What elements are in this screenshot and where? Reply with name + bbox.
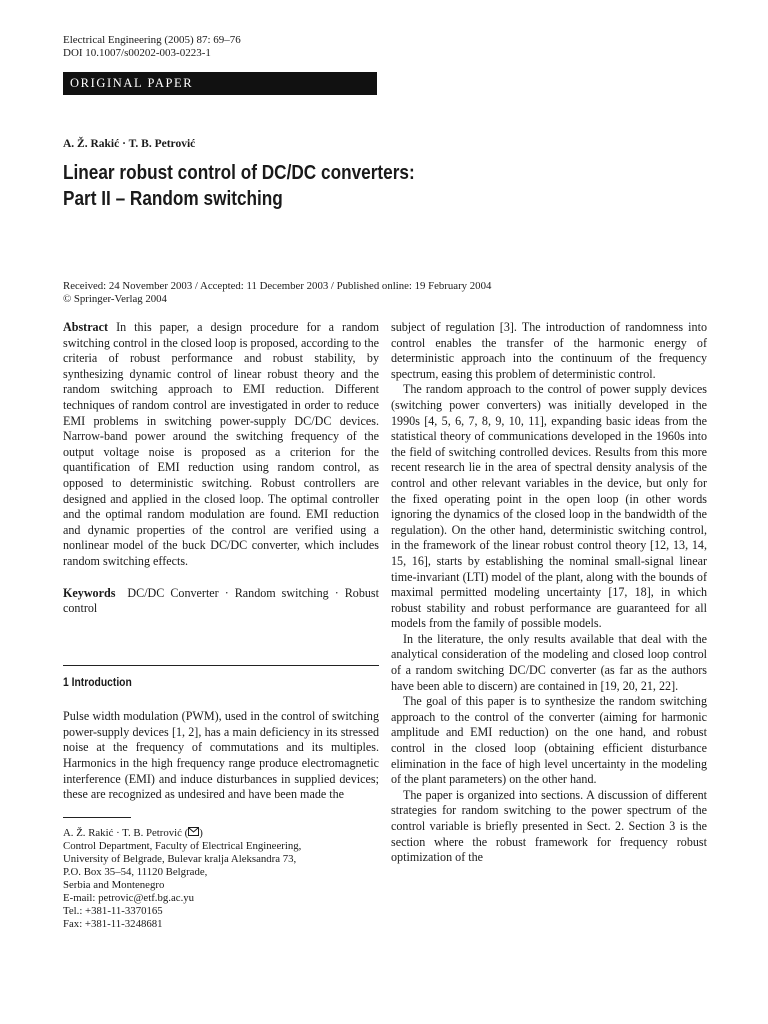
footnote-pobox: P.O. Box 35–54, 11120 Belgrade, — [63, 866, 208, 878]
abstract-label: Abstract — [63, 320, 109, 334]
abstract-text: In this paper, a design procedure for a random switching control in the closed loop is proposed, according to the criteria of robust performance and robust stability, by synthesizing dynamic control of linear robust theory and the random switching approach to EMI reduction. Different techniques of random control are investigated in order to reduce EMI problems in switching power-supply DC/DC devices. Narrow-band power around the switching frequency of the output voltage noise is proposed as a criterion for the quantification of EMI reduction using random control, as opposed to deterministic switching. Robust controllers are designed and applied in the closed loop. The optimal controller and the optimal random modulation are found. EMI reduction and dynamic properties of the control are verified using a nonlinear model of the buck DC/DC converter, which includes random switching effects. — [63, 320, 379, 568]
dates-line: Received: 24 November 2003 / Accepted: 11 December 2003 / Published online: 19 February 2004 — [63, 280, 492, 292]
keywords-label: Keywords — [63, 585, 116, 600]
footnote-authors: A. Ž. Rakić · T. B. Petrović ( ) — [63, 827, 203, 839]
paragraph-3: In the literature, the only results available that deal with the analytical consideration of the modeling and closed loop control of a random switching DC/DC converter (as far as the authors have been able to discern) are contained in [19, 20, 21, 22]. — [391, 631, 707, 693]
publication-dates — [63, 280, 491, 306]
footnote-email: E-mail: petrovic@etf.bg.ac.yu — [63, 892, 195, 904]
doi: DOI 10.1007/s00202-003-0223-1 — [63, 47, 211, 59]
paragraph-2: The random approach to the control of power supply devices (switching power converters) was initially developed in the 1990s [4, 5, 6, 7, 8, 9, 10, 11], expanding basic ideas from the statistical theory of communications developed in the 1960s into the field of switching controlled devices. Results from this more recent research lie in the area of spectral density analysis of the control and other relevant variables in the device, but only for the fixed operating point in the open loop (in other words ignoring the dynamics of the closed loop in the bandwidth of the regulation). On the other hand, deterministic switching control, in the framework of the linear robust control theory [12, 13, 14, 15, 16], starts by establishing the nominal small-signal linear time-invariant (LTI) model of the plant, along with the bounds of maximal permitted modeling uncertainty [17, 18], in which robust stability and robust performance are guaranteed for all models from the family of possible models. — [391, 382, 707, 631]
keywords — [63, 586, 379, 617]
copyright-line: © Springer-Verlag 2004 — [63, 293, 167, 305]
authors: A. Ž. Rakić · T. B. Petrović — [63, 138, 196, 150]
journal-info — [63, 34, 241, 60]
paper-title — [63, 160, 613, 212]
paragraph-4: The goal of this paper is to synthesize the random switching approach to the control of the converter (aiming for harmonic amplitude and EMI reduction) on the one hand, and robust control in the closed loop (obtaining efficient disturbance elimination in the face of high level uncertainty in the modeling of the plant parameters) on the other hand. — [391, 694, 707, 787]
footnote-dept: Control Department, Faculty of Electrical Engineering, — [63, 840, 302, 852]
footnote-university: University of Belgrade, Bulevar kralja Aleksandra 73, — [63, 853, 297, 865]
article-type-band: ORIGINAL PAPER — [63, 72, 377, 95]
footnote-tel: Tel.: +381-11-3370165 — [63, 905, 163, 917]
footnote-rule — [63, 817, 131, 818]
author-footnote — [63, 827, 301, 931]
abstract — [63, 320, 379, 570]
left-column — [63, 320, 379, 803]
title-line-1: Linear robust control of DC/DC converters: — [63, 162, 415, 184]
footnote-country: Serbia and Montenegro — [63, 879, 165, 891]
title-line-2: Part II – Random switching — [63, 188, 283, 210]
envelope-icon — [188, 827, 199, 840]
footnote-fax: Fax: +381-11-3248681 — [63, 918, 163, 930]
section-rule — [63, 665, 379, 666]
journal-citation: Electrical Engineering (2005) 87: 69–76 — [63, 34, 241, 46]
section-heading-introduction: 1 Introduction — [63, 674, 132, 689]
keywords-text: DC/DC Converter · Random switching · Robust control — [63, 585, 379, 616]
right-column — [391, 320, 707, 866]
paragraph-1: subject of regulation [3]. The introduction of randomness into control enables the transfer of the harmonic energy of deterministic approach into the continuum of the frequency spectrum, easing this problem of deterministic control. — [391, 320, 707, 381]
intro-paragraph: Pulse width modulation (PWM), used in the control of switching power-supply devices [1, 2], has a main deficiency in its stressed noise at the frequency of commutations and its multiples. Harmonics in the high frequency range produce electromagnetic interference (EMI) and induce disturbances in supplied devices; these are recognized as undesired and have been made the — [63, 709, 379, 802]
paragraph-5: The paper is organized into sections. A discussion of different strategies for random switching to the power spectrum of the control variable is briefly presented in Sect. 2. Section 3 is the section where the robust framework for frequency robust optimization of the — [391, 787, 707, 865]
